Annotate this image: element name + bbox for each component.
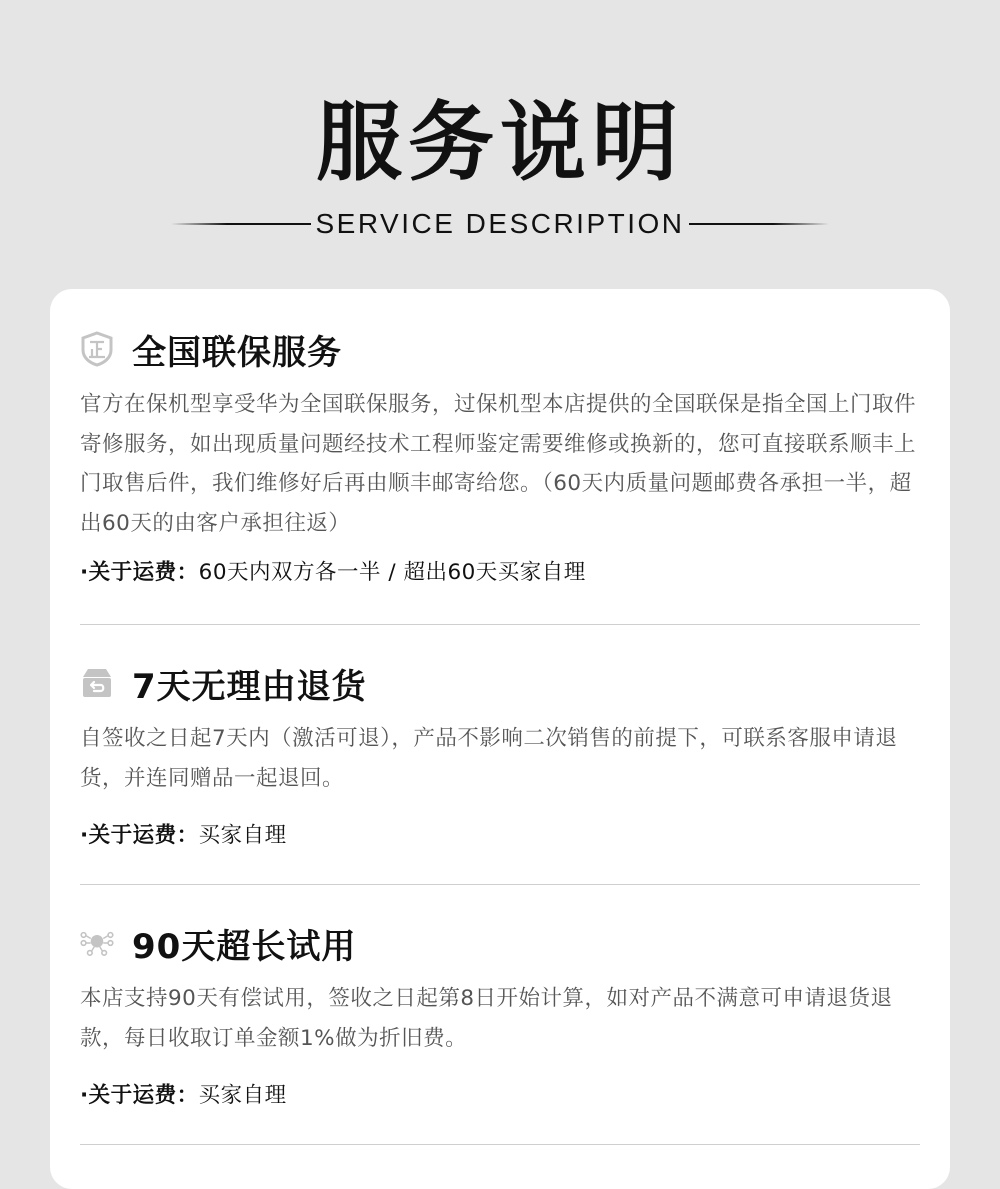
shield-zheng-icon (80, 332, 114, 366)
subtitle-row (0, 206, 1000, 242)
shipping-fee-note (80, 555, 920, 586)
page-title: 服务说明 (316, 93, 684, 193)
section-divider (80, 624, 920, 625)
section-return (80, 661, 920, 849)
shipping-fee-label: ·关于运费： (80, 560, 199, 585)
section-title: 7天无理由退货 (132, 666, 367, 707)
shipping-fee-value: 60天内双方各一半 / 超出60天买家自理 (198, 560, 586, 585)
page-subtitle: SERVICE DESCRIPTION (315, 208, 685, 239)
shipping-fee-value: 买家自理 (198, 823, 287, 848)
shipping-fee-label: ·关于运费： (80, 1083, 199, 1108)
shipping-fee-label: ·关于运费： (80, 823, 199, 848)
trial-network-icon (80, 926, 114, 960)
section-divider (80, 1144, 920, 1145)
section-header (80, 921, 920, 965)
section-trial (80, 921, 920, 1109)
section-warranty (80, 327, 920, 586)
section-body: 本店支持90天有偿试用，签收之日起第8日开始计算，如对产品不满意可申请退货退款，每日收取订单金额1%做为折旧费。 (80, 986, 893, 1051)
return-box-icon (80, 666, 114, 700)
section-title: 90天超长试用 (132, 926, 357, 967)
service-card (50, 289, 950, 1189)
section-body: 自签收之日起7天内（激活可退），产品不影响二次销售的前提下，可联系客服申请退货，并连同赠品一起退回。 (80, 726, 898, 791)
shipping-fee-value: 买家自理 (198, 1083, 287, 1108)
shipping-fee-note (80, 1078, 920, 1109)
section-title: 全国联保服务 (132, 332, 342, 373)
section-header (80, 661, 920, 705)
section-header (80, 327, 920, 371)
subtitle-line-left (171, 223, 311, 225)
section-divider (80, 884, 920, 885)
section-body: 官方在保机型享受华为全国联保服务，过保机型本店提供的全国联保是指全国上门取件寄修服务，如出现质量问题经技术工程师鉴定需要维修或换新的，您可直接联系顺丰上门取售后件，我们维修好后再由顺丰邮寄给您。（60天内质量问题邮费各承担一半，超出60天的由客户承担往返） (80, 392, 917, 536)
shipping-fee-note (80, 818, 920, 849)
subtitle-line-right (689, 223, 829, 225)
